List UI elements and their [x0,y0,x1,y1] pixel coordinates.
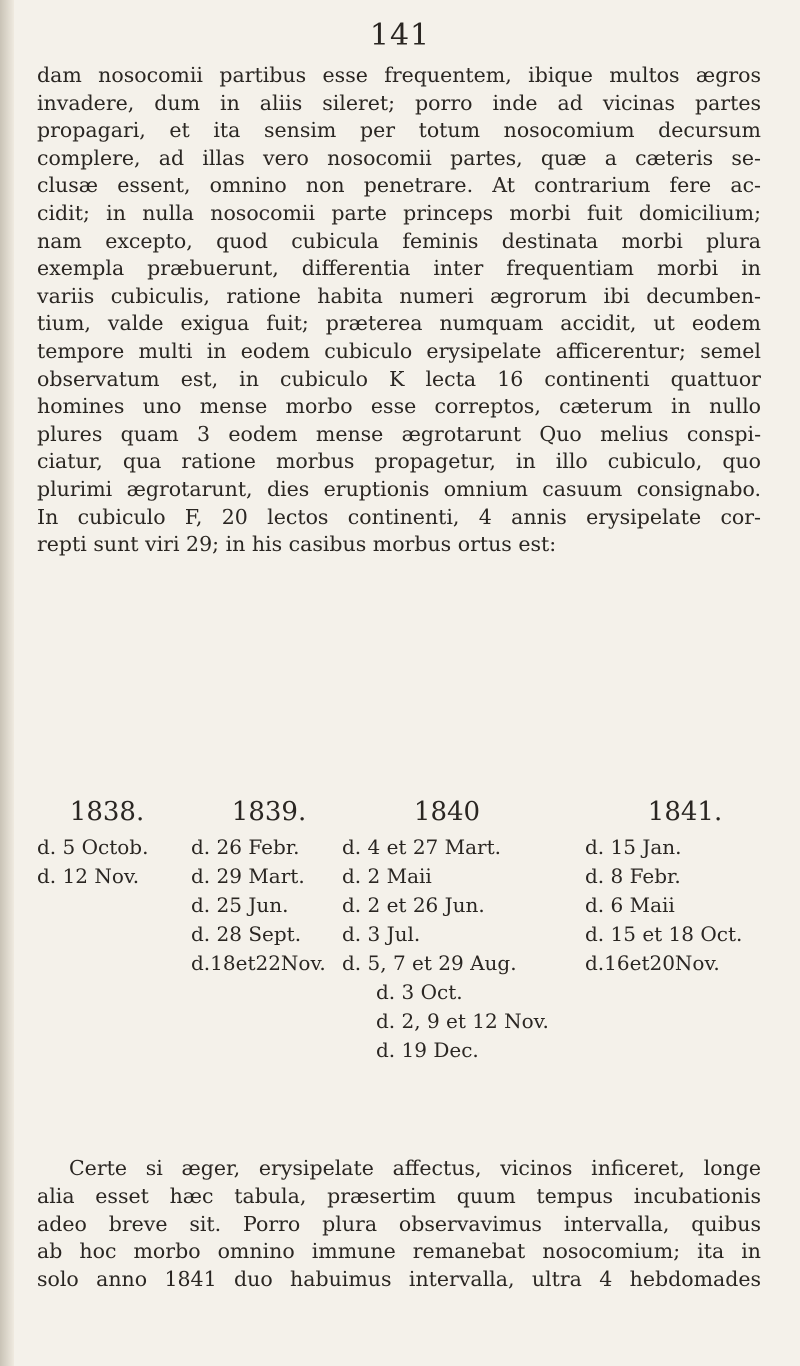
column-year: 1838. [69,797,145,827]
table-cell: d. 29 Mart. [191,864,305,888]
paragraph-line: alia esset hæc tabula, præsertim quum tempus incubationis [37,1183,761,1208]
paragraph-line: plures quam 3 eodem mense ægrotarunt Quo melius conspi- [37,421,761,446]
table-cell: d. 25 Jun. [191,893,289,917]
paragraph-line: variis cubiculis, ratione habita numeri ægrorum ibi decumben- [37,283,761,308]
table-column-1839 [191,798,347,978]
table-cell: d. 2 Maii [342,864,432,888]
paragraph-line: observatum est, in cubiculo K lecta 16 continenti quattuor [37,366,761,391]
main-paragraph [37,62,761,559]
paragraph-line: homines uno mense morbo esse correptos, cæterum in nullo [37,394,761,419]
table-cell: d. 5 Octob. [37,835,149,859]
column-year: 1840 [413,797,481,827]
paragraph-line: Certe si æger, erysipelate affectus, vicinos inficeret, longe [69,1156,761,1180]
paragraph-line: ab hoc morbo omnino immune remanebat nosocomium; ita in [37,1239,761,1264]
page-binding-edge [0,0,14,1366]
paragraph-line: solo anno 1841 duo habuimus intervalla, ultra 4 hebdomades [37,1267,761,1292]
table-cell: d. 2 et 26 Jun. [342,893,485,917]
paragraph-line: tempore multi in eodem cubiculo erysipelate afficerentur; semel [37,338,761,363]
table-cell: d. 15 Jan. [585,835,682,859]
table-cell: d. 5, 7 et 29 Aug. [342,951,517,975]
paragraph-line: cidit; in nulla nosocomii parte princeps morbi fuit domicilium; [37,200,761,225]
table-cell: d. 4 et 27 Mart. [342,835,501,859]
table-cell: d. 8 Febr. [585,864,681,888]
table-column-1838 [37,798,177,891]
table-cell: d. 2, 9 et 12 Nov. [376,1009,549,1033]
table-cell: d. 28 Sept. [191,922,302,946]
table-column-1841 [585,798,785,978]
table-cell: d.18et22Nov. [191,951,326,975]
table-cell: d. 12 Nov. [37,864,140,888]
paragraph-line: plurimi ægrotarunt, dies eruptionis omnium casuum consignabo. [37,476,761,501]
table-cell: d. 3 Jul. [342,922,421,946]
table-column-1840 [342,798,552,1065]
closing-paragraph [37,1155,761,1294]
table-cell: d. 19 Dec. [376,1038,479,1062]
table-cell: d. 6 Maii [585,893,675,917]
paragraph-line: repti sunt viri 29; in his casibus morbus ortus est: [37,532,557,557]
table-cell: d. 15 et 18 Oct. [585,922,743,946]
table-cell: d. 3 Oct. [376,980,463,1004]
column-year: 1841. [647,797,723,827]
paragraph-line: propagari, et ita sensim per totum nosocomium decursum [37,118,761,143]
paragraph-line: invadere, dum in aliis sileret; porro inde ad vicinas partes [37,90,761,115]
table-cell: d. 26 Febr. [191,835,300,859]
paragraph-line: dam nosocomii partibus esse frequentem, ibique multos ægros [37,63,761,87]
paragraph-line: nam excepto, quod cubicula feminis destinata morbi plura [37,228,761,253]
table-cell: d.16et20Nov. [585,951,720,975]
column-year: 1839. [231,797,307,827]
paragraph-line: In cubiculo F, 20 lectos continenti, 4 annis erysipelate cor- [37,504,761,529]
paragraph-line: tium, valde exigua fuit; præterea numquam accidit, ut eodem [37,311,761,336]
paragraph-line: exempla præbuerunt, differentia inter frequentiam morbi in [37,256,761,281]
paragraph-line: complere, ad illas vero nosocomii partes, quæ a cæteris se- [37,145,761,170]
paragraph-line: clusæ essent, omnino non penetrare. At contrarium fere ac- [37,173,761,198]
page-number: 141 [369,18,431,53]
paragraph-line: ciatur, qua ratione morbus propagetur, in illo cubiculo, quo [37,449,761,474]
paragraph-line: adeo breve sit. Porro plura observavimus intervalla, quibus [37,1211,761,1236]
